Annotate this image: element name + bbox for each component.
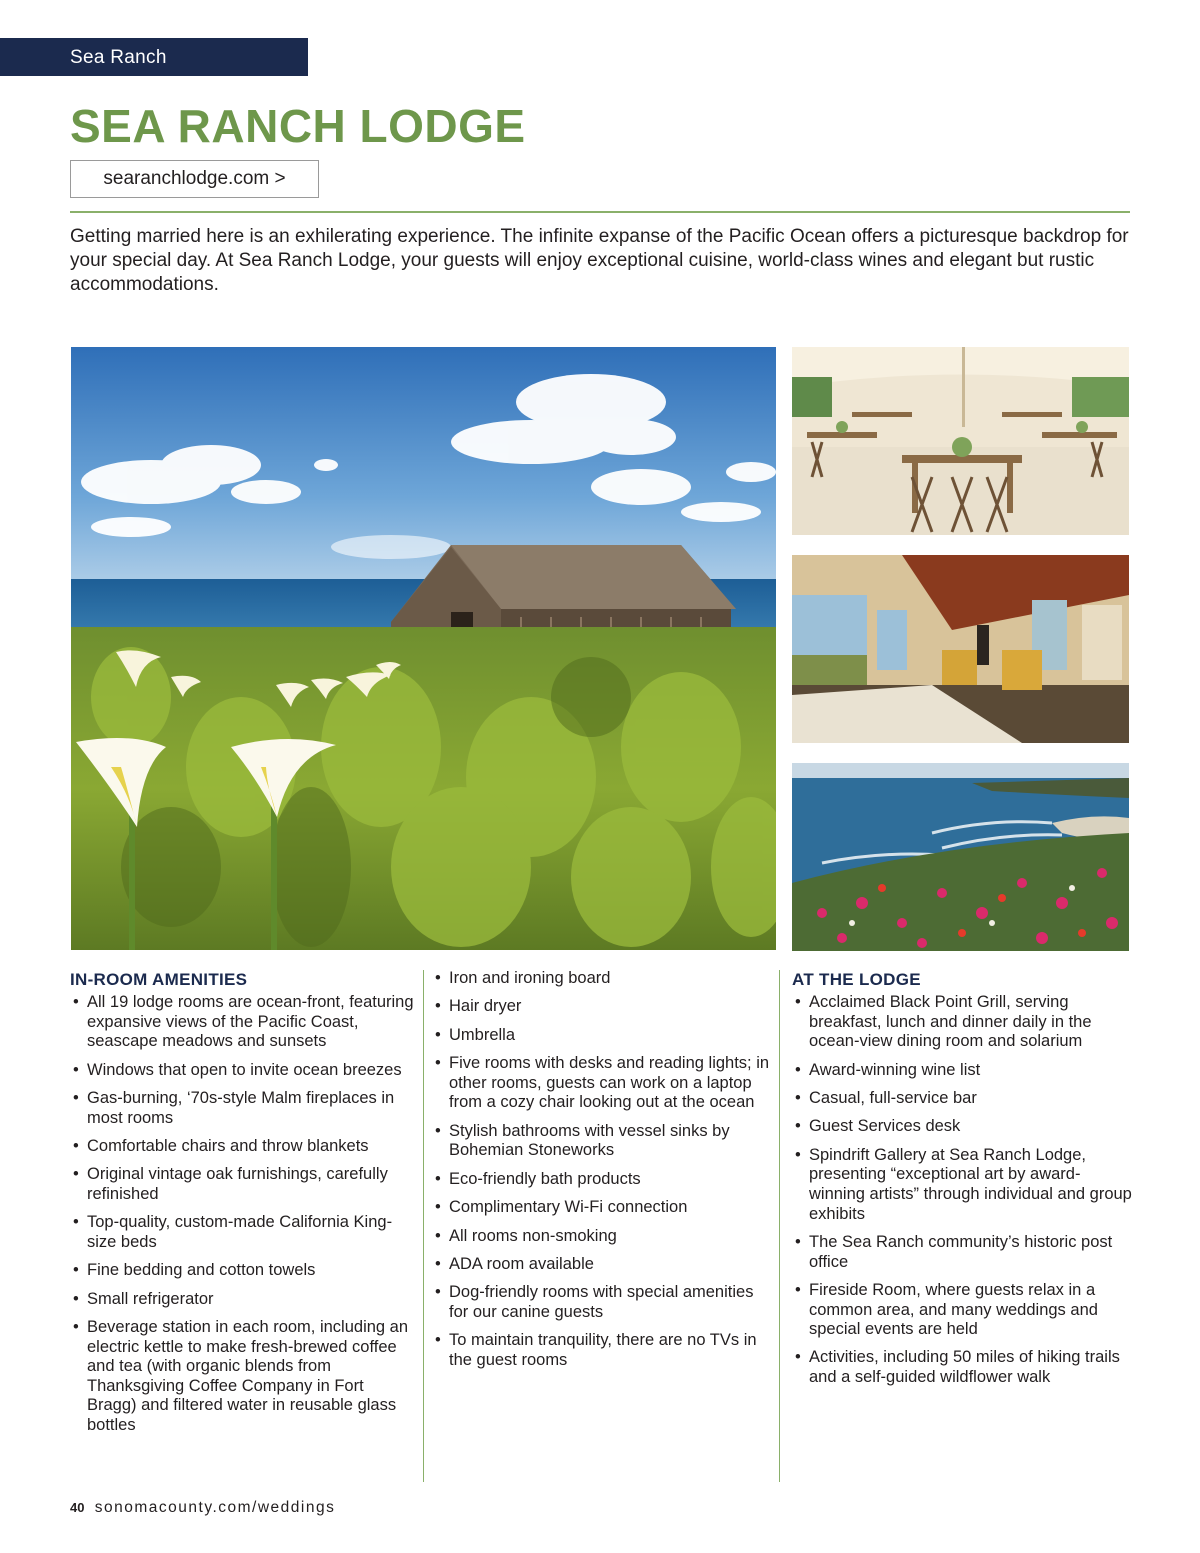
list-item: • Stylish bathrooms with vessel sinks by Bohemian Stoneworks	[435, 1121, 730, 1160]
list-item: • Eco-friendly bath products	[435, 1169, 641, 1188]
list-item: • The Sea Ranch community’s historic post office	[795, 1232, 1113, 1271]
in-room-amenities-heading: IN-ROOM AMENITIES	[70, 970, 248, 989]
list-item: • Iron and ironing board	[435, 969, 611, 987]
list-item: • Hair dryer	[435, 997, 522, 1016]
list-item: • Gas-burning, ‘70s-style Malm fireplaces in most rooms	[73, 1088, 395, 1127]
barn-ocean-photo	[71, 347, 776, 950]
at-the-lodge-column	[792, 968, 1132, 1396]
page-footer	[70, 1499, 335, 1517]
list-item: • To maintain tranquility, there are no TVs in the guest rooms	[435, 1331, 757, 1369]
column-divider	[779, 970, 780, 1482]
coastline-flowers-photo	[792, 763, 1129, 951]
page-number: 40	[70, 1500, 85, 1515]
list-item: • Small refrigerator	[73, 1289, 214, 1308]
in-room-amenities-column	[70, 968, 415, 1444]
tent-reception-photo	[792, 347, 1129, 535]
list-item: • All rooms non-smoking	[435, 1226, 617, 1245]
column-divider	[423, 970, 424, 1482]
list-item: • Fireside Room, where guests relax in a common area, and many weddings and special events are held	[795, 1280, 1098, 1339]
list-item: • Windows that open to invite ocean breezes	[73, 1060, 402, 1079]
list-item: • Original vintage oak furnishings, carefully refinished	[73, 1165, 388, 1203]
section-tab	[0, 38, 308, 76]
footer-site-link[interactable]: sonomacounty.com/weddings	[94, 1499, 336, 1516]
list-item: • Comfortable chairs and throw blankets	[73, 1136, 369, 1155]
in-room-amenities-list	[70, 993, 415, 1436]
list-item: • All 19 lodge rooms are ocean-front, featuring expansive views of the Pacific Coast, seascape meadows and sunsets	[73, 993, 414, 1051]
list-item: • Spindrift Gallery at Sea Ranch Lodge, presenting “exceptional art by award-winning artists” through individual and group exhibits	[795, 1145, 1132, 1223]
website-link[interactable]: searanchlodge.com >	[70, 160, 319, 198]
list-item: • Top-quality, custom-made California King-size beds	[73, 1213, 393, 1251]
in-room-amenities-continued-list	[432, 969, 772, 1370]
in-room-amenities-continued-column	[432, 968, 772, 1379]
list-item: • ADA room available	[435, 1254, 594, 1273]
list-item: • Umbrella	[435, 1025, 516, 1044]
list-item: • Dog-friendly rooms with special amenities for our canine guests	[435, 1283, 754, 1321]
list-item: • Fine bedding and cotton towels	[73, 1261, 316, 1280]
list-item: • Guest Services desk	[795, 1117, 961, 1136]
divider-rule	[70, 211, 1130, 213]
at-the-lodge-heading: AT THE LODGE	[792, 970, 921, 989]
list-item: • Acclaimed Black Point Grill, serving breakfast, lunch and dinner daily in the ocean-view dining room and solarium	[795, 993, 1092, 1051]
list-item: • Award-winning wine list	[795, 1060, 981, 1079]
section-label: Sea Ranch	[70, 47, 167, 68]
intro-paragraph: Getting married here is an exhilerating experience. The infinite expanse of the Pacific Ocean offers a picturesque backdrop for your special day. At Sea Ranch Lodge, your guests will enjoy exceptional cuisine, world-class wines and elegant but rustic accommodations.	[70, 226, 1129, 295]
page-title: SEA RANCH LODGE	[70, 100, 526, 152]
list-item: • Complimentary Wi-Fi connection	[435, 1198, 688, 1217]
list-item: • Activities, including 50 miles of hiking trails and a self-guided wildflower walk	[795, 1348, 1120, 1387]
at-the-lodge-list	[792, 993, 1132, 1388]
list-item: • Five rooms with desks and reading lights; in other rooms, guests can work on a laptop from a cozy chair looking out at the ocean	[435, 1054, 770, 1112]
list-item: • Beverage station in each room, including an electric kettle to make fresh-brewed coffee and tea (with organic blends from Thanksgiving Coffee Company in Fort Bragg) and filtered water in reusable glass bottles	[73, 1318, 409, 1435]
guest-room-photo	[792, 555, 1129, 743]
list-item: • Casual, full-service bar	[795, 1088, 977, 1107]
